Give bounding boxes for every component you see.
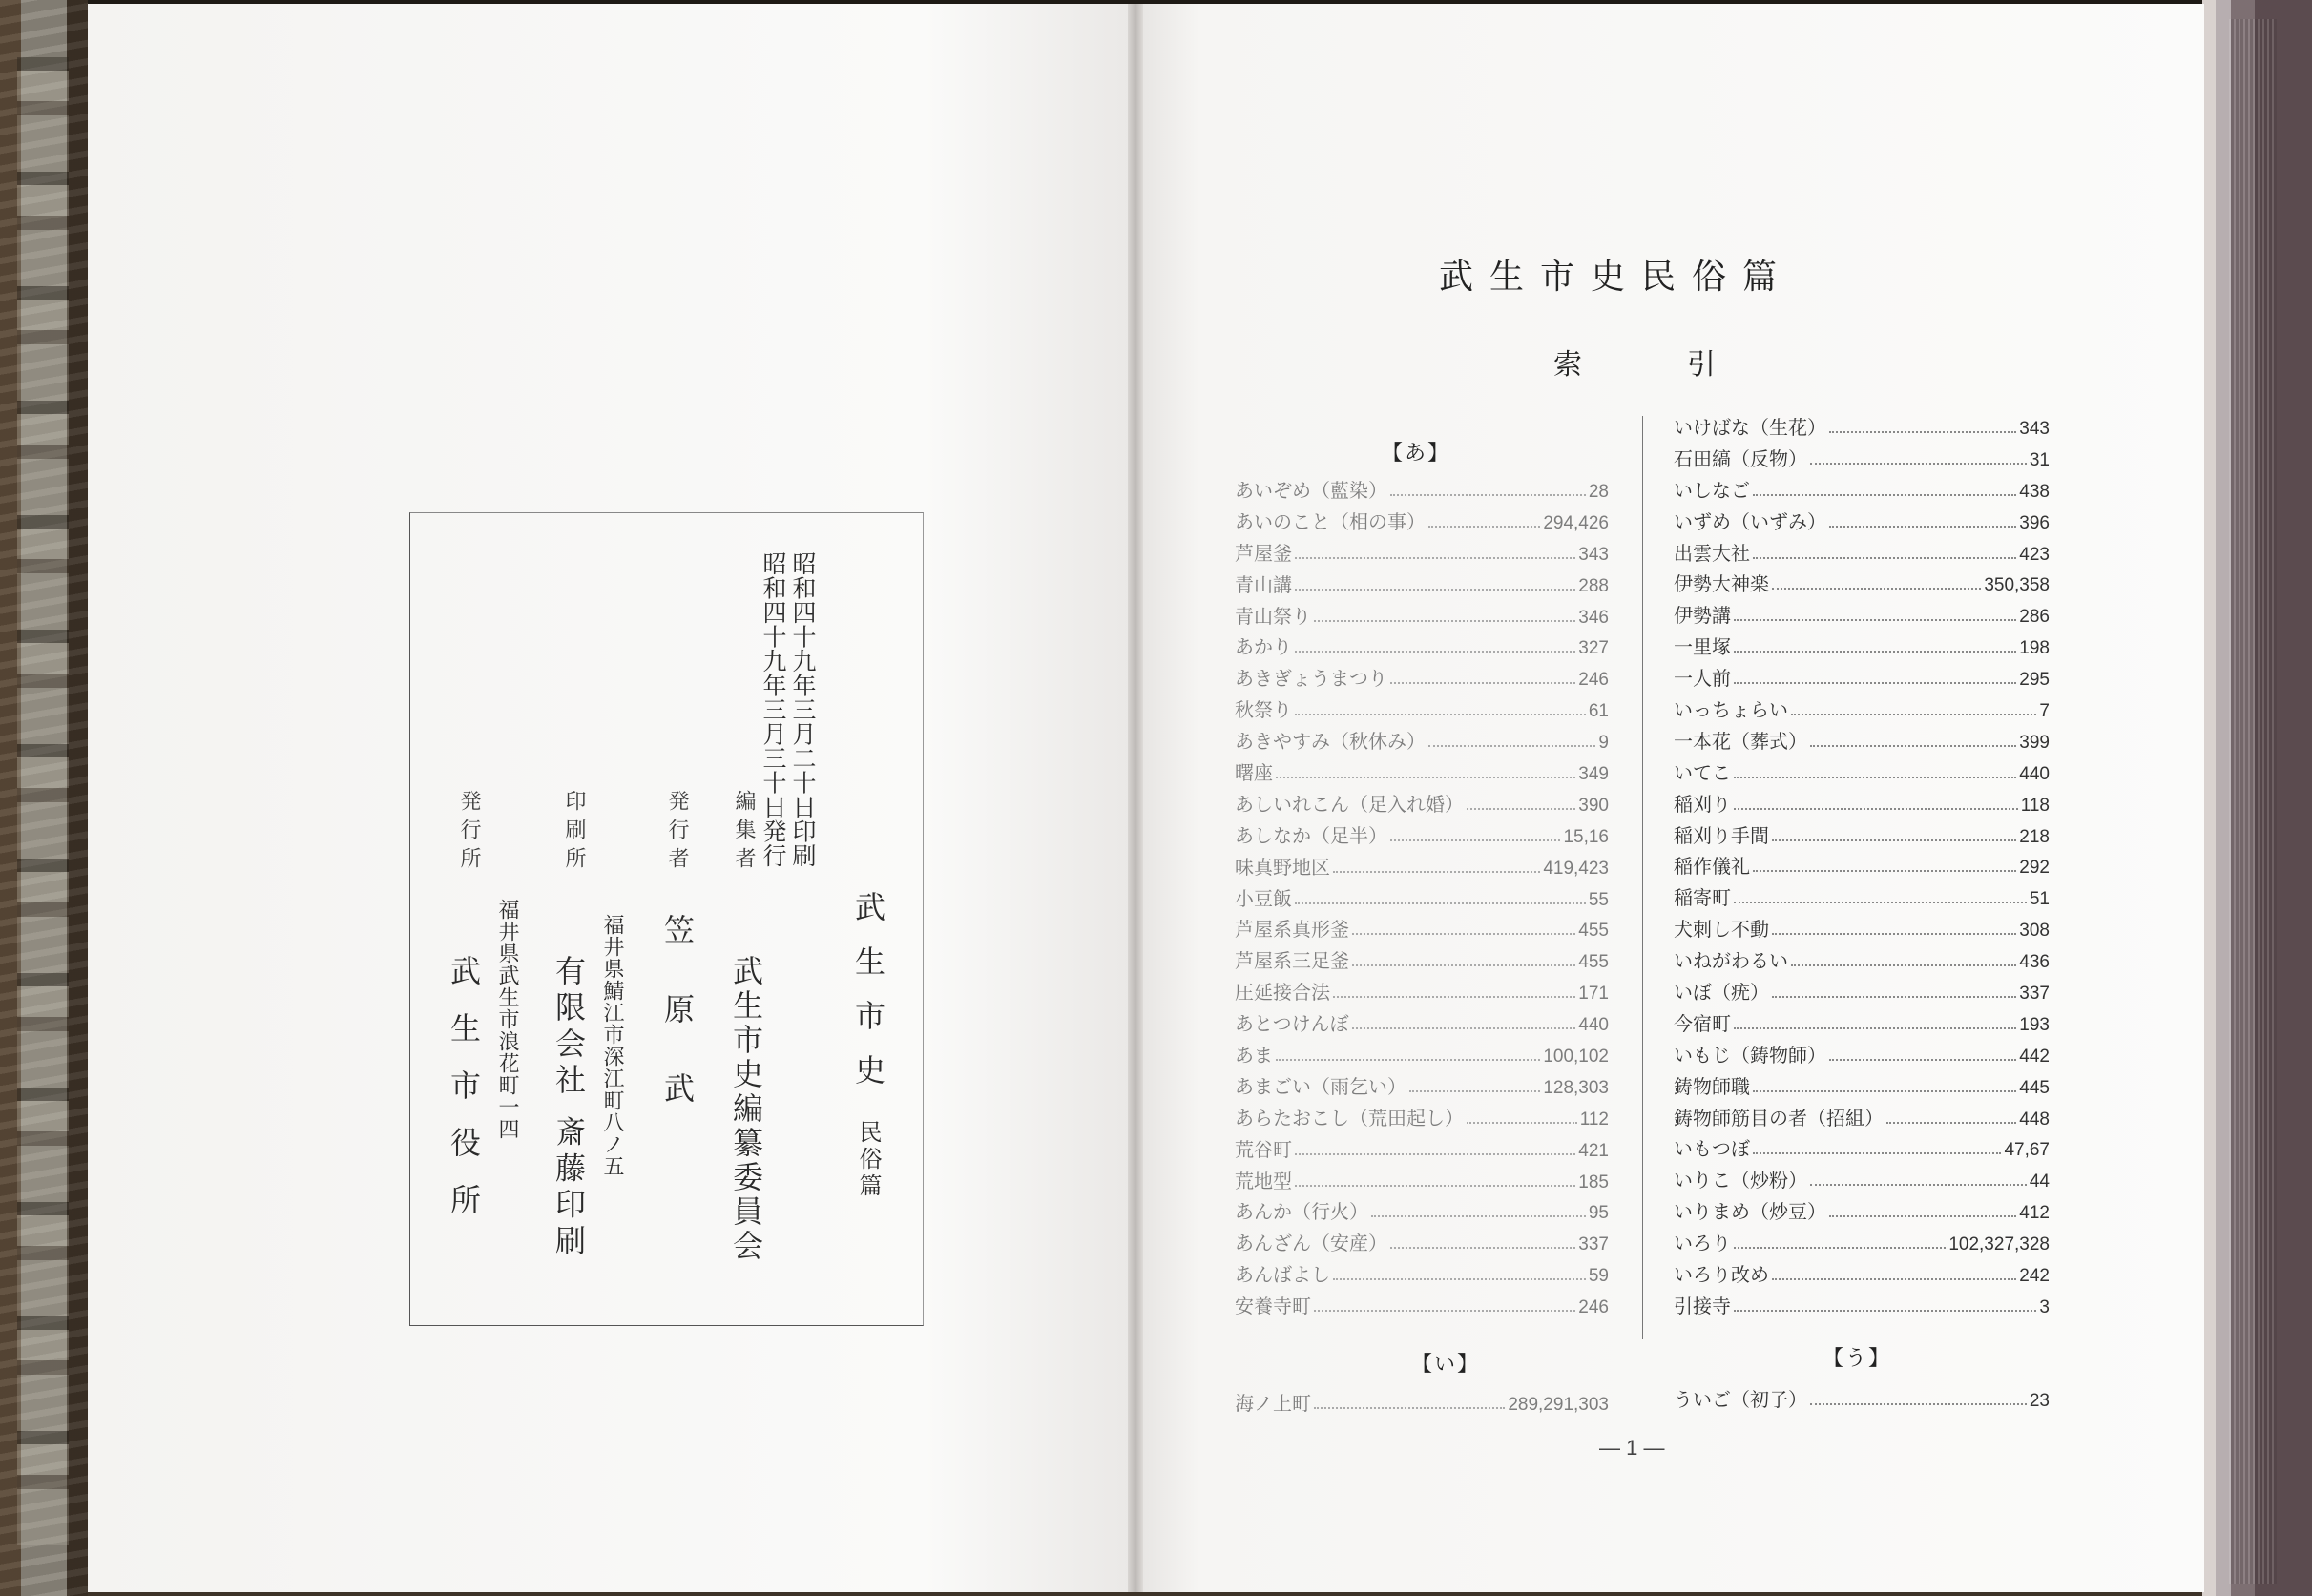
index-entry <box>1674 538 2050 570</box>
index-page-refs: 448 <box>2019 1109 2050 1130</box>
index-term: 安養寺町 <box>1235 1295 1311 1318</box>
leader-dots <box>1772 839 2016 841</box>
index-entry <box>1235 570 1609 601</box>
index-entry <box>1235 1040 1609 1071</box>
leader-dots <box>1333 870 1540 873</box>
index-heading <box>1553 341 1716 383</box>
index-entry <box>1674 444 2050 475</box>
index-page-refs: 31 <box>2029 449 2050 470</box>
index-page-refs: 399 <box>2019 732 2050 753</box>
index-entry <box>1674 789 2050 820</box>
index-term: 青山講 <box>1235 572 1292 596</box>
leader-dots <box>1772 1277 2016 1280</box>
leader-dots <box>1314 619 1575 622</box>
leader-dots <box>1352 964 1575 966</box>
index-term: いずめ（いずみ） <box>1674 509 1826 533</box>
leader-dots <box>1753 493 2016 496</box>
leader-dots <box>1791 964 2016 966</box>
index-term: 青山祭り <box>1235 604 1311 628</box>
index-page-refs: 102,327,328 <box>1948 1234 2050 1255</box>
index-entry <box>1235 945 1609 977</box>
book-cover-edge <box>0 0 88 1596</box>
index-term: 秋祭り <box>1235 698 1292 722</box>
index-entry <box>1674 914 2050 945</box>
index-term: 圧延接合法 <box>1235 981 1330 1005</box>
index-entry <box>1235 1071 1609 1103</box>
index-term: 鋳物師職 <box>1674 1074 1750 1098</box>
index-entry <box>1674 412 2050 444</box>
index-page-refs: 100,102 <box>1543 1047 1609 1067</box>
index-term: 芦屋釜 <box>1235 541 1292 565</box>
index-entry <box>1674 1040 2050 1071</box>
index-page-refs: 308 <box>2019 921 2050 942</box>
leader-dots <box>1352 1026 1576 1029</box>
index-term: あんばよし <box>1235 1263 1330 1287</box>
printer-address: 福井県鯖江市深江町八ノ五 <box>600 914 624 1177</box>
colophon-dates <box>761 551 815 868</box>
leader-dots <box>1753 869 2016 872</box>
index-term: いもつぼ <box>1674 1137 1750 1161</box>
index-term: 一人前 <box>1674 667 1731 691</box>
index-term: いっちょらい <box>1674 698 1788 722</box>
index-page-refs: 59 <box>1588 1266 1609 1287</box>
index-entry <box>1674 757 2050 789</box>
index-entry <box>1674 507 2050 538</box>
index-entry <box>1235 507 1609 538</box>
leader-dots <box>1371 1214 1586 1217</box>
index-page-refs: 118 <box>2020 795 2050 816</box>
leader-dots <box>1314 1309 1575 1312</box>
leader-dots <box>1428 744 1595 747</box>
index-entry <box>1235 1166 1609 1197</box>
index-term: 味真野地区 <box>1235 855 1330 879</box>
index-page-refs: 198 <box>2019 638 2050 659</box>
leader-dots <box>1772 932 2016 935</box>
index-page-refs: 390 <box>1578 795 1609 816</box>
leader-dots <box>1295 1184 1575 1187</box>
index-i-section <box>1235 1388 1609 1420</box>
index-term: いぼ（疣） <box>1674 981 1769 1005</box>
leader-dots <box>1314 1406 1505 1409</box>
index-heading-char: 索 <box>1553 348 1582 382</box>
index-term: 荒谷町 <box>1235 1137 1292 1161</box>
index-entry <box>1235 1134 1609 1166</box>
index-term: 伊勢大神楽 <box>1674 572 1769 596</box>
book-gutter <box>1128 4 1143 1592</box>
leader-dots <box>1352 932 1575 935</box>
index-heading-char: 引 <box>1687 348 1716 382</box>
issuer-address: 福井県武生市浪花町一四 <box>495 899 519 1140</box>
index-entry <box>1235 726 1609 757</box>
leader-dots <box>1295 650 1575 653</box>
editor-name: 武生市史編纂委員会 <box>728 955 764 1264</box>
leader-dots <box>1390 681 1575 684</box>
index-page-refs: 419,423 <box>1543 858 1609 879</box>
index-term: 出雲大社 <box>1674 541 1750 565</box>
index-term: あとつけんぼ <box>1235 1012 1349 1036</box>
leader-dots <box>1772 587 1981 590</box>
leader-dots <box>1734 901 2027 903</box>
index-entry <box>1674 1291 2050 1322</box>
leader-dots <box>1467 1121 1577 1124</box>
index-entry <box>1674 1384 2050 1416</box>
index-page-refs: 346 <box>1578 607 1609 628</box>
leader-dots <box>1734 1246 1946 1249</box>
index-term: 一本花（葬式） <box>1674 729 1807 753</box>
leader-dots <box>1276 776 1575 778</box>
index-page-refs: 171 <box>1578 984 1609 1005</box>
leader-dots <box>1390 839 1560 841</box>
index-entry <box>1674 1259 2050 1291</box>
index-entry <box>1235 1259 1609 1291</box>
index-term: あかり <box>1235 635 1292 659</box>
index-page-refs: 286 <box>2019 607 2050 628</box>
index-term: 犬刺し不動 <box>1674 918 1769 942</box>
index-page-refs: 9 <box>1598 733 1609 754</box>
index-term: 鋳物師筋目の者（招組） <box>1674 1106 1884 1130</box>
index-page-refs: 421 <box>1578 1140 1609 1161</box>
index-entry <box>1674 1228 2050 1259</box>
index-book-title: 武生市史民俗篇 <box>1439 258 1794 297</box>
index-term: 伊勢講 <box>1674 604 1731 628</box>
issue-date: 昭和四十九年三月三十日発行 <box>760 551 787 868</box>
publisher-name: 笠原武 <box>659 914 696 1151</box>
index-page-refs: 289,291,303 <box>1508 1395 1609 1415</box>
index-entry <box>1235 694 1609 726</box>
page-stack-lines <box>2229 19 2277 1584</box>
leader-dots <box>1753 556 2016 559</box>
printer-name: 有限会社 斎藤印刷 <box>551 955 587 1261</box>
index-page-refs: 350,358 <box>1984 575 2050 596</box>
index-page-refs: 55 <box>1588 889 1609 910</box>
index-page-refs: 7 <box>2039 701 2050 722</box>
leader-dots <box>1753 1151 2001 1154</box>
index-page-refs: 436 <box>2019 952 2050 973</box>
index-entry <box>1674 945 2050 977</box>
index-page-refs: 412 <box>2019 1203 2050 1224</box>
index-page-refs: 128,303 <box>1543 1077 1609 1098</box>
index-entry <box>1674 1071 2050 1103</box>
index-entry <box>1674 1103 2050 1134</box>
leader-dots <box>1390 493 1586 496</box>
index-page-refs: 246 <box>1578 1297 1609 1318</box>
index-term: あまごい（雨乞い） <box>1235 1074 1406 1098</box>
cover-artwork <box>17 57 69 1545</box>
index-page-refs: 442 <box>2019 1046 2050 1067</box>
printer-label: 印刷所 <box>562 790 586 876</box>
leader-dots <box>1734 650 2016 653</box>
leader-dots <box>1810 462 2027 465</box>
leader-dots <box>1810 744 2016 747</box>
index-term: 荒地型 <box>1235 1169 1292 1192</box>
index-term: いしなご <box>1674 478 1750 502</box>
index-entry <box>1674 475 2050 507</box>
index-term: いもじ（鋳物師） <box>1674 1043 1826 1067</box>
index-term: いりこ（炒粉） <box>1674 1169 1807 1192</box>
index-entry <box>1674 1008 2050 1040</box>
index-term: いろり改め <box>1674 1263 1769 1287</box>
colophon-book-title <box>850 891 886 1200</box>
index-term: あいのこと（相の事） <box>1235 509 1426 533</box>
index-page-refs: 396 <box>2019 512 2050 533</box>
index-entry <box>1235 632 1609 663</box>
leader-dots <box>1734 1026 2016 1029</box>
index-entry <box>1674 726 2050 757</box>
leader-dots <box>1467 807 1575 810</box>
index-term: あま <box>1235 1044 1273 1067</box>
leader-dots <box>1295 556 1575 559</box>
index-page-refs: 343 <box>1578 544 1609 565</box>
index-term: あんか（行火） <box>1235 1200 1368 1224</box>
index-term: 芦屋系真形釜 <box>1235 918 1349 942</box>
index-term: あいぞめ（藍染） <box>1235 479 1387 502</box>
index-term: 一里塚 <box>1674 635 1731 659</box>
index-entry <box>1674 851 2050 882</box>
leader-dots <box>1734 618 2016 621</box>
index-term: あきぎょうまつり <box>1235 667 1387 691</box>
leader-dots <box>1810 1183 2027 1186</box>
index-page-refs: 455 <box>1578 952 1609 973</box>
index-entry <box>1235 1103 1609 1134</box>
index-page-refs: 445 <box>2019 1077 2050 1098</box>
page-stack-edge <box>2202 0 2312 1596</box>
index-page-refs: 218 <box>2019 826 2050 847</box>
section-heading-i: 【い】 <box>1411 1353 1481 1377</box>
index-entry <box>1674 600 2050 632</box>
leader-dots <box>1734 1309 2036 1312</box>
index-page-refs: 15,16 <box>1563 826 1609 847</box>
leader-dots <box>1791 713 2036 715</box>
leader-dots <box>1295 588 1575 591</box>
index-page-refs: 193 <box>2019 1014 2050 1035</box>
leader-dots <box>1333 995 1575 998</box>
index-page-refs: 343 <box>2019 419 2050 439</box>
index-page-refs: 28 <box>1588 482 1609 502</box>
colophon-title-text: 武生市史 <box>850 891 886 1109</box>
section-heading-a: 【あ】 <box>1382 442 1451 466</box>
index-term: いろり <box>1674 1232 1731 1255</box>
page-number: — 1 — <box>1599 1436 1665 1460</box>
index-term: ういご（初子） <box>1674 1388 1807 1411</box>
print-date: 昭和四十九年三月二十日印刷 <box>789 551 817 868</box>
index-entry <box>1235 1196 1609 1228</box>
leader-dots <box>1734 776 2016 778</box>
index-page-refs: 292 <box>2019 858 2050 879</box>
index-page-refs: 112 <box>1579 1109 1609 1130</box>
index-entry <box>1674 1196 2050 1228</box>
index-term: 引接寺 <box>1674 1294 1731 1317</box>
index-page-refs: 327 <box>1578 638 1609 659</box>
issuer-label: 発行所 <box>457 790 481 876</box>
leader-dots <box>1734 807 2018 810</box>
index-entry <box>1235 757 1609 789</box>
leader-dots <box>1810 1402 2027 1405</box>
leader-dots <box>1295 902 1586 904</box>
index-term: あんざん（安産） <box>1235 1232 1387 1255</box>
leader-dots <box>1409 1089 1540 1092</box>
index-page-refs: 349 <box>1578 764 1609 785</box>
index-page-refs: 440 <box>2019 763 2050 784</box>
index-page-refs: 423 <box>2019 544 2050 565</box>
index-page-refs: 440 <box>1578 1015 1609 1036</box>
index-entry <box>1235 977 1609 1008</box>
section-heading-u: 【う】 <box>1823 1347 1892 1371</box>
index-entry <box>1235 475 1609 507</box>
index-entry <box>1674 977 2050 1008</box>
leader-dots <box>1295 1152 1575 1155</box>
index-term: 稲刈り手間 <box>1674 823 1769 847</box>
index-entry <box>1235 852 1609 883</box>
leader-dots <box>1276 1058 1540 1061</box>
index-term: いねがわるい <box>1674 949 1788 973</box>
colophon-subtitle: 民俗篇 <box>855 1120 882 1200</box>
leader-dots <box>1428 525 1540 528</box>
colophon-box <box>409 512 924 1326</box>
index-term: 石田縞（反物） <box>1674 446 1807 470</box>
index-term: いりまめ（炒豆） <box>1674 1200 1826 1224</box>
editor-label: 編集者 <box>732 790 756 876</box>
leader-dots <box>1829 1058 2016 1061</box>
index-entry <box>1235 538 1609 570</box>
index-entry <box>1674 1133 2050 1165</box>
index-page-refs: 242 <box>2019 1266 2050 1287</box>
index-entry <box>1674 882 2050 914</box>
index-entry <box>1235 1228 1609 1259</box>
leader-dots <box>1829 525 2016 528</box>
column-divider <box>1642 416 1643 1339</box>
leader-dots <box>1772 995 2016 998</box>
index-page-refs: 47,67 <box>2004 1140 2050 1161</box>
index-entry <box>1235 820 1609 852</box>
index-page-refs: 23 <box>2029 1391 2050 1411</box>
index-entry <box>1235 663 1609 694</box>
index-page-refs: 61 <box>1588 701 1609 722</box>
index-page-refs: 337 <box>2019 984 2050 1005</box>
index-entry <box>1674 1165 2050 1196</box>
leader-dots <box>1333 1277 1586 1280</box>
index-term: あしなか（足半） <box>1235 823 1387 847</box>
index-page-refs: 185 <box>1578 1171 1609 1192</box>
index-entry <box>1235 883 1609 915</box>
index-term: いけばな（生花） <box>1674 416 1826 439</box>
index-term: あらたおこし（荒田起し） <box>1235 1106 1464 1130</box>
index-page-refs: 294,426 <box>1543 512 1609 533</box>
index-term: 今宿町 <box>1674 1011 1731 1035</box>
index-entry <box>1674 694 2050 726</box>
index-term: 芦屋系三足釜 <box>1235 949 1349 973</box>
index-term: 曙座 <box>1235 761 1273 785</box>
index-page-refs: 95 <box>1588 1203 1609 1224</box>
leader-dots <box>1829 1214 2016 1217</box>
index-page-refs: 295 <box>2019 670 2050 691</box>
index-term: あきやすみ（秋休み） <box>1235 730 1426 754</box>
index-entry <box>1235 1291 1609 1322</box>
index-term: 稲作儀礼 <box>1674 855 1750 879</box>
index-entry <box>1674 663 2050 694</box>
index-entry <box>1235 601 1609 632</box>
index-page-refs: 51 <box>2029 889 2050 910</box>
index-entry <box>1235 789 1609 820</box>
leader-dots <box>1734 681 2016 684</box>
index-page-refs: 44 <box>2029 1171 2050 1192</box>
index-page-refs: 455 <box>1578 921 1609 942</box>
index-entry <box>1235 914 1609 945</box>
index-term: 稲刈り <box>1674 792 1731 816</box>
index-page-refs: 3 <box>2039 1296 2050 1317</box>
index-page-refs: 337 <box>1578 1234 1609 1255</box>
leader-dots <box>1390 1246 1575 1249</box>
publisher-label: 発行者 <box>665 790 689 876</box>
index-entry <box>1674 569 2050 600</box>
leader-dots <box>1829 430 2016 433</box>
index-entry <box>1674 632 2050 663</box>
index-u-section <box>1674 1384 2050 1416</box>
leader-dots <box>1295 713 1586 715</box>
index-page-refs: 438 <box>2019 481 2050 502</box>
index-term: あしいれこん（足入れ婚） <box>1235 792 1464 816</box>
index-entry <box>1235 1008 1609 1040</box>
index-term: 稲寄町 <box>1674 886 1731 910</box>
leader-dots <box>1886 1121 2016 1124</box>
index-term: 小豆飯 <box>1235 886 1292 910</box>
index-right-column <box>1674 412 2050 1322</box>
index-entry <box>1674 820 2050 852</box>
issuer-name: 武生市役所 <box>446 955 482 1241</box>
index-left-column <box>1235 475 1609 1322</box>
leader-dots <box>1753 1089 2016 1092</box>
index-term: いてこ <box>1674 760 1731 784</box>
index-term: 海ノ上町 <box>1235 1392 1311 1415</box>
index-page-refs: 246 <box>1578 670 1609 691</box>
index-page-refs: 288 <box>1578 575 1609 596</box>
index-entry <box>1235 1388 1609 1420</box>
